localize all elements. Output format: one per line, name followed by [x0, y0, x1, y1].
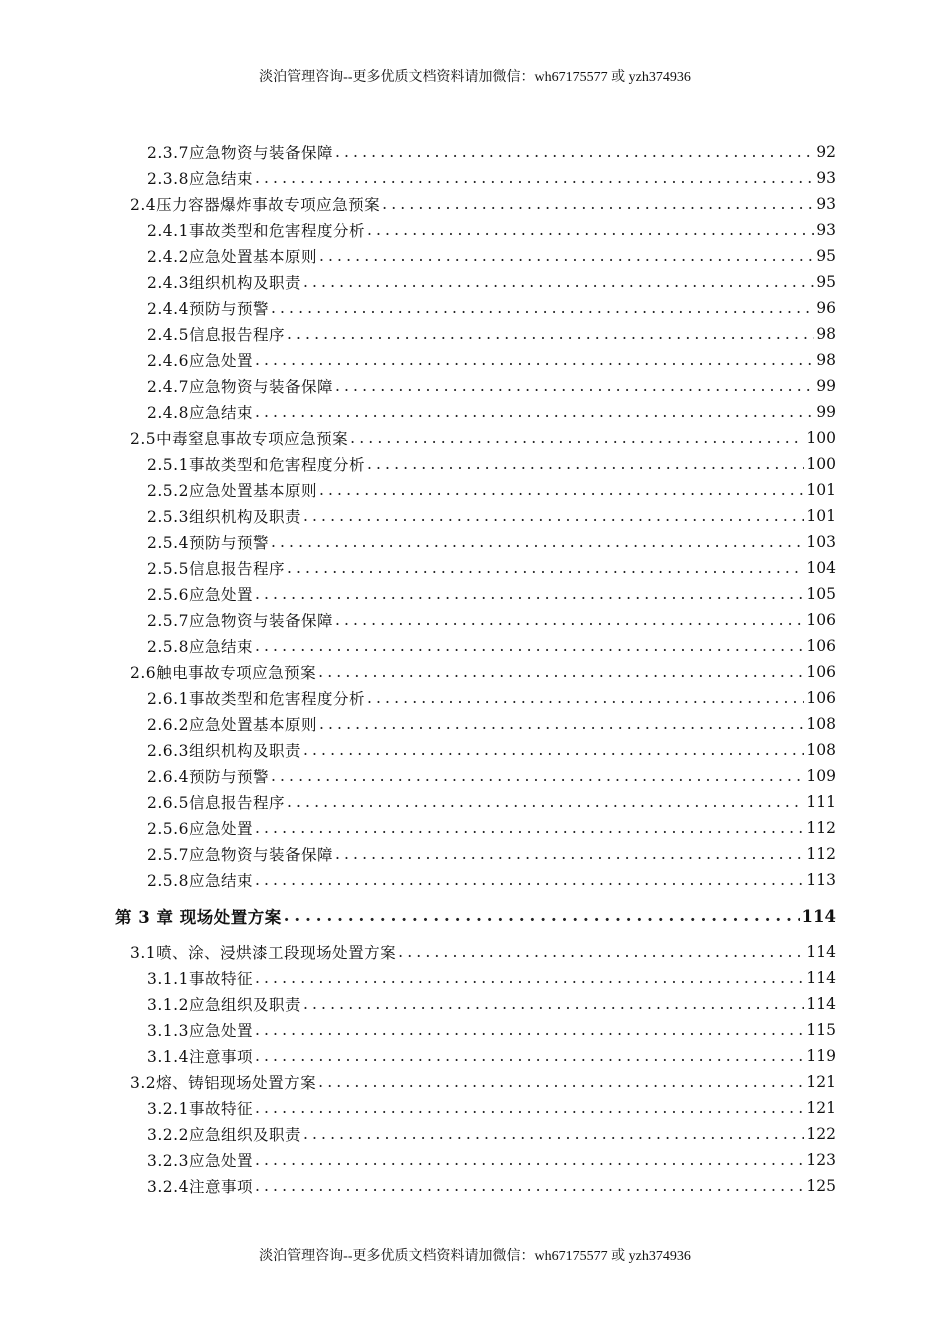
toc-entry-label: 2.6触电事故专项应急预案 — [130, 664, 317, 682]
toc-entry-label: 2.4.8应急结束 — [147, 404, 253, 422]
toc-entry-label: 2.5.8应急结束 — [147, 872, 253, 890]
toc-entry[interactable] — [147, 609, 836, 631]
toc-entry-page: 101 — [806, 481, 836, 499]
dot-leader — [335, 375, 814, 397]
toc-entry[interactable] — [147, 869, 836, 891]
toc-entry[interactable] — [147, 967, 836, 989]
toc-entry-label: 2.5.7应急物资与装备保障 — [147, 612, 333, 630]
toc-entry-label: 2.4.4预防与预警 — [147, 300, 269, 318]
dot-leader — [255, 1149, 804, 1171]
dot-leader — [398, 941, 804, 963]
dot-leader — [367, 687, 804, 709]
toc-entry[interactable] — [147, 245, 836, 267]
toc-entry-label: 2.4.6应急处置 — [147, 352, 253, 370]
dot-leader — [271, 765, 804, 787]
toc-entry[interactable] — [147, 687, 836, 709]
dot-leader — [303, 739, 804, 761]
toc-entry[interactable] — [147, 557, 836, 579]
toc-entry[interactable] — [147, 401, 836, 423]
toc-entry-page: 111 — [806, 793, 836, 811]
toc-entry[interactable] — [147, 453, 836, 475]
toc-entry-label: 2.5.6应急处置 — [147, 586, 253, 604]
toc-entry-label: 3.2.1事故特征 — [147, 1100, 253, 1118]
toc-entry-label: 3.2.2应急组织及职责 — [147, 1126, 301, 1144]
toc-chapter-entry[interactable] — [115, 905, 836, 927]
toc-entry-page: 109 — [806, 767, 836, 785]
toc-entry[interactable] — [147, 531, 836, 553]
toc-entry[interactable] — [130, 193, 836, 215]
toc-entry-page: 125 — [806, 1177, 836, 1195]
toc-entry[interactable] — [147, 167, 836, 189]
dot-leader — [271, 297, 814, 319]
toc-entry[interactable] — [147, 323, 836, 345]
toc-entry[interactable] — [147, 297, 836, 319]
dot-leader — [287, 557, 804, 579]
toc-entry-label: 2.5.7应急物资与装备保障 — [147, 846, 333, 864]
dot-leader — [255, 583, 804, 605]
toc-entry[interactable] — [147, 479, 836, 501]
toc-entry-label: 3.2.3应急处置 — [147, 1152, 253, 1170]
toc-entry-label: 2.6.4预防与预警 — [147, 768, 269, 786]
toc-entry-page: 93 — [816, 169, 836, 187]
toc-entry-label: 3.1.4注意事项 — [147, 1048, 253, 1066]
dot-leader — [255, 1045, 804, 1067]
toc-entry-page: 105 — [806, 585, 836, 603]
dot-leader — [318, 661, 804, 683]
toc-entry[interactable] — [130, 941, 836, 963]
toc-entry[interactable] — [147, 765, 836, 787]
toc-entry[interactable] — [147, 843, 836, 865]
dot-leader — [350, 427, 804, 449]
toc-entry-label: 2.4.2应急处置基本原则 — [147, 248, 317, 266]
toc-entry-page: 99 — [816, 377, 836, 395]
toc-entry-label: 2.5.4预防与预警 — [147, 534, 269, 552]
toc-entry-label: 2.4.7应急物资与装备保障 — [147, 378, 333, 396]
toc-entry-label: 2.4.5信息报告程序 — [147, 326, 285, 344]
toc-entry-label: 3.1喷、涂、浸烘漆工段现场处置方案 — [130, 944, 397, 962]
toc-entry-page: 119 — [806, 1047, 836, 1065]
toc-entry-label: 3.1.3应急处置 — [147, 1022, 253, 1040]
toc-entry-label: 2.3.8应急结束 — [147, 170, 253, 188]
toc-entry[interactable] — [130, 1071, 836, 1093]
toc-entry-page: 112 — [806, 845, 836, 863]
dot-leader — [382, 193, 814, 215]
page-footer: 淡泊管理咨询--更多优质文档资料请加微信：wh67175577 或 yzh374936 — [259, 1249, 691, 1264]
toc-entry-label: 2.5.6应急处置 — [147, 820, 253, 838]
dot-leader — [255, 1019, 804, 1041]
toc-entry-page: 113 — [806, 871, 836, 889]
toc-entry-page: 114 — [806, 943, 836, 961]
toc-entry-label: 2.4压力容器爆炸事故专项应急预案 — [130, 196, 381, 214]
toc-entry[interactable] — [147, 817, 836, 839]
dot-leader — [287, 791, 804, 813]
dot-leader — [319, 245, 814, 267]
toc-entry-page: 106 — [806, 663, 836, 681]
toc-entry-page: 98 — [816, 351, 836, 369]
toc-entry[interactable] — [147, 635, 836, 657]
dot-leader — [255, 1175, 804, 1197]
dot-leader — [255, 167, 814, 189]
dot-leader — [303, 1123, 804, 1145]
dot-leader — [335, 609, 804, 631]
dot-leader — [255, 1097, 804, 1119]
toc-entry-label: 2.5.2应急处置基本原则 — [147, 482, 317, 500]
toc-entry-page: 100 — [806, 455, 836, 473]
toc-entry[interactable] — [130, 427, 836, 449]
toc-entry-page: 106 — [806, 637, 836, 655]
toc-entry-page: 99 — [816, 403, 836, 421]
toc-entry[interactable] — [147, 505, 836, 527]
toc-entry-page: 95 — [816, 273, 836, 291]
toc-entry-label: 2.6.1事故类型和危害程度分析 — [147, 690, 365, 708]
dot-leader — [284, 905, 800, 927]
toc-entry[interactable] — [147, 1175, 836, 1197]
dot-leader — [255, 817, 804, 839]
toc-entry-page: 93 — [816, 221, 836, 239]
toc-entry-label: 2.6.2应急处置基本原则 — [147, 716, 317, 734]
toc-entry-page: 121 — [806, 1099, 836, 1117]
toc-entry-page: 101 — [806, 507, 836, 525]
toc-entry-label: 2.6.3组织机构及职责 — [147, 742, 301, 760]
toc-entry[interactable] — [147, 739, 836, 761]
toc-entry[interactable] — [147, 583, 836, 605]
toc-entry-page: 104 — [806, 559, 836, 577]
toc-entry-label: 2.5.1事故类型和危害程度分析 — [147, 456, 365, 474]
toc-entry-page: 112 — [806, 819, 836, 837]
dot-leader — [318, 1071, 804, 1093]
dot-leader — [255, 349, 814, 371]
toc-entry-page: 100 — [806, 429, 836, 447]
toc-entry[interactable] — [147, 1123, 836, 1145]
toc-entry[interactable] — [147, 219, 836, 241]
toc-entry-label: 2.5.5信息报告程序 — [147, 560, 285, 578]
toc-entry-page: 114 — [801, 906, 836, 926]
dot-leader — [319, 479, 804, 501]
toc-entry-page: 114 — [806, 969, 836, 987]
toc-entry[interactable] — [147, 375, 836, 397]
toc-entry-label: 第 3 章 现场处置方案 — [115, 908, 282, 927]
dot-leader — [271, 531, 804, 553]
toc-entry-label: 2.4.1事故类型和危害程度分析 — [147, 222, 365, 240]
toc-entry-label: 3.2.4注意事项 — [147, 1178, 253, 1196]
toc-entry-page: 121 — [806, 1073, 836, 1091]
toc-entry-label: 2.5中毒窒息事故专项应急预案 — [130, 430, 349, 448]
toc-entry[interactable] — [147, 141, 836, 163]
toc-entry-page: 106 — [806, 689, 836, 707]
toc-entry-page: 106 — [806, 611, 836, 629]
dot-leader — [303, 993, 804, 1015]
toc-entry-label: 3.1.2应急组织及职责 — [147, 996, 301, 1014]
toc-entry-label: 2.5.3组织机构及职责 — [147, 508, 301, 526]
toc-entry[interactable] — [130, 661, 836, 683]
toc-entry-label: 3.2熔、铸铝现场处置方案 — [130, 1074, 317, 1092]
toc-entry-label: 2.6.5信息报告程序 — [147, 794, 285, 812]
toc-entry-page: 93 — [816, 195, 836, 213]
dot-leader — [255, 401, 814, 423]
toc-entry-label: 3.1.1事故特征 — [147, 970, 253, 988]
dot-leader — [367, 219, 814, 241]
toc-entry-page: 103 — [806, 533, 836, 551]
toc-entry-page: 114 — [806, 995, 836, 1013]
toc-entry-page: 115 — [806, 1021, 836, 1039]
dot-leader — [303, 271, 814, 293]
toc-entry[interactable] — [147, 349, 836, 371]
toc-entry-label: 2.5.8应急结束 — [147, 638, 253, 656]
dot-leader — [335, 141, 814, 163]
toc-entry-page: 123 — [806, 1151, 836, 1169]
toc-entry[interactable] — [147, 271, 836, 293]
toc-entry-label: 2.3.7应急物资与装备保障 — [147, 144, 333, 162]
toc-entry[interactable] — [147, 1045, 836, 1067]
toc-entry-label: 2.4.3组织机构及职责 — [147, 274, 301, 292]
dot-leader — [255, 967, 804, 989]
dot-leader — [335, 843, 804, 865]
toc-entry-page: 98 — [816, 325, 836, 343]
toc-entry[interactable] — [147, 1149, 836, 1171]
toc-entry[interactable] — [147, 993, 836, 1015]
toc-entry-page: 108 — [806, 741, 836, 759]
toc-entry-page: 92 — [816, 143, 836, 161]
toc-entry[interactable] — [147, 1019, 836, 1041]
dot-leader — [287, 323, 814, 345]
page-header: 淡泊管理咨询--更多优质文档资料请加微信：wh67175577 或 yzh374936 — [259, 70, 691, 85]
dot-leader — [367, 453, 804, 475]
toc-entry[interactable] — [147, 713, 836, 735]
dot-leader — [319, 713, 804, 735]
toc-entry-page: 96 — [816, 299, 836, 317]
toc-entry[interactable] — [147, 791, 836, 813]
dot-leader — [255, 869, 804, 891]
toc-entry[interactable] — [147, 1097, 836, 1119]
toc-entry-page: 95 — [816, 247, 836, 265]
toc-entry-page: 122 — [806, 1125, 836, 1143]
dot-leader — [303, 505, 804, 527]
toc-entry-page: 108 — [806, 715, 836, 733]
dot-leader — [255, 635, 804, 657]
